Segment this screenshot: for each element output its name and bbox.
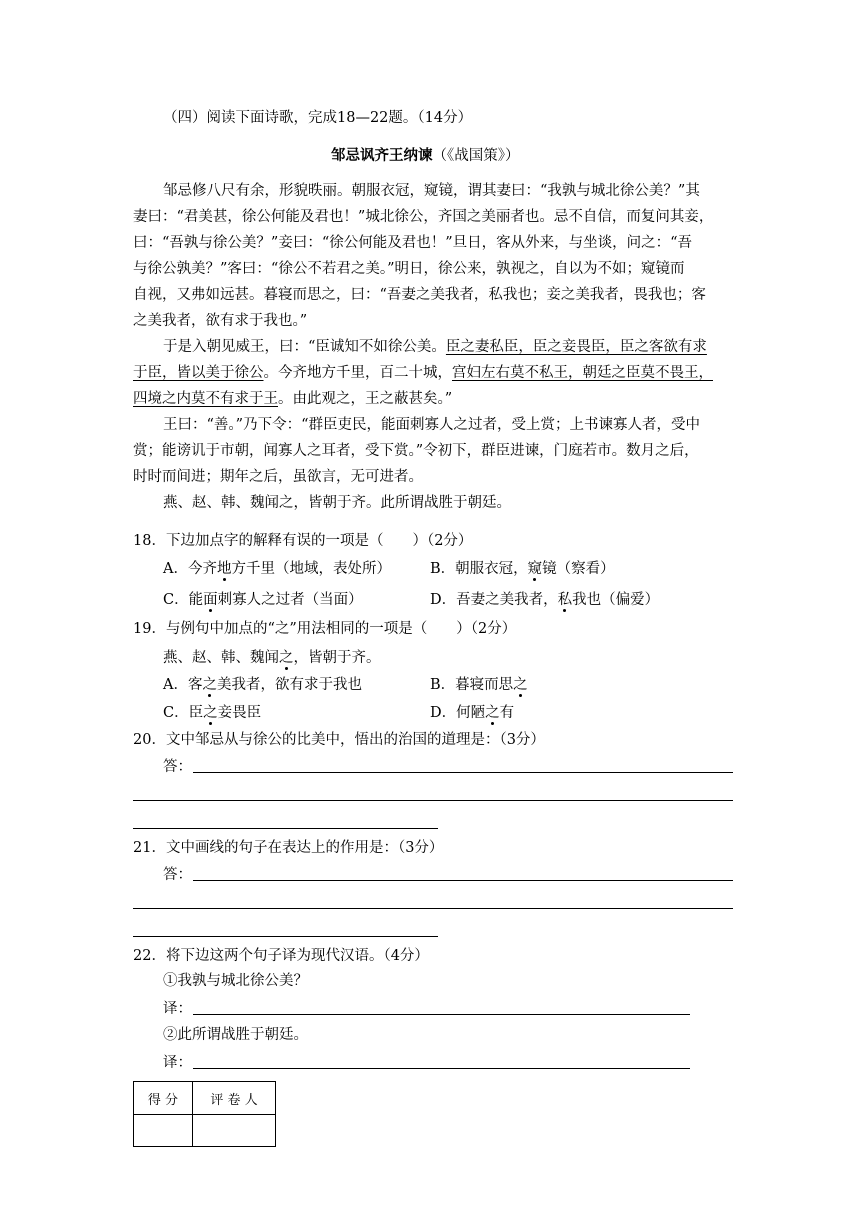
option-text: 我也（偏爱） (572, 592, 660, 608)
option-text: D．吾妻之美我者， (430, 592, 558, 608)
grader-cell[interactable] (193, 1115, 276, 1147)
option-text: B．朝服衣冠， (430, 561, 528, 577)
q21-answer-line[interactable] (193, 880, 733, 881)
q20-answer-label: 答： (163, 759, 192, 775)
passage-text: 于是入朝见威王，曰：“臣诚知不如徐公美。 (163, 339, 446, 355)
option-text: 刺寡人之过者（当面） (217, 592, 363, 608)
passage-line: 邹忌修八尺有余，形貌昳丽。朝服衣冠，窥镜，谓其妻曰：“我孰与城北徐公美？”其 (163, 183, 700, 199)
dotted-character: 面 (203, 592, 218, 608)
question-18-stem: 18．下边加点字的解释有误的一项是（ ）（2分） (133, 533, 473, 549)
q18-option-d (430, 591, 659, 609)
underlined-sentence: 四境之内莫不有求于王 (133, 391, 278, 407)
question-19-stem: 19．与例句中加点的“之”用法相同的一项是（ ）（2分） (133, 621, 517, 637)
option-text: A．今齐 (163, 561, 217, 577)
dotted-character: 之 (513, 677, 528, 693)
passage-line: 曰：“吾孰与徐公美？”妾曰：“徐公何能及君也！”旦日，客从外来，与坐谈，问之：“吾 (133, 235, 693, 251)
dotted-character: 之 (203, 705, 218, 721)
passage-title-line (331, 147, 520, 165)
score-cell[interactable] (134, 1115, 193, 1147)
q19-option-d (430, 704, 514, 722)
underlined-sentence: 宫妇左右莫不私王，朝廷之臣莫不畏王， (452, 365, 713, 381)
option-text: A．客 (163, 677, 203, 693)
passage-source: （《战国策》） (432, 148, 520, 164)
option-text: 方千里（地域，表处所） (231, 561, 391, 577)
passage-text: 。今齐地方千里，百二十城， (263, 365, 452, 381)
passage-line: 自视，又弗如远甚。暮寝而思之，曰：“吾妻之美我者，私我也；妾之美我者，畏我也；客 (133, 287, 706, 303)
example-text: ，皆朝于齐。 (293, 650, 381, 666)
q20-answer-line[interactable] (133, 828, 438, 829)
q19-option-c (163, 704, 261, 722)
passage-line: 时时而间进；期年之后，虽欲言，无可进者。 (133, 469, 423, 485)
q21-answer-line[interactable] (133, 936, 438, 937)
option-text: B．暮寝而思 (430, 677, 514, 693)
q22-translate-label: 译： (163, 1055, 192, 1071)
passage-line (133, 390, 452, 408)
option-text: D．何陋 (430, 705, 486, 721)
question-21-stem: 21．文中画线的句子在表达上的作用是：（3分） (133, 840, 444, 856)
q18-option-b (430, 560, 615, 578)
passage-line: 与徐公孰美？”客曰：“徐公不若君之美。”明日，徐公来，孰视之，自以为不如；窥镜而 (133, 261, 685, 277)
q22-translate-label: 译： (163, 1001, 192, 1017)
q21-answer-line[interactable] (133, 908, 733, 909)
option-text: 美我者，欲有求于我也 (216, 677, 362, 693)
q20-answer-line[interactable] (133, 800, 733, 801)
passage-line: 妻曰：“君美甚，徐公何能及君也！”城北徐公，齐国之美丽者也。忌不自信，而复问其妾， (133, 209, 714, 225)
passage-line: 燕、赵、韩、魏闻之，皆朝于齐。此所谓战胜于朝廷。 (163, 495, 511, 511)
q18-option-a (163, 560, 391, 578)
question-22-stem: 22．将下边这两个句子译为现代汉语。（4分） (133, 948, 429, 964)
q19-option-a (163, 676, 362, 694)
underlined-sentence: 臣之妻私臣，臣之妾畏臣，臣之客欲有求 (445, 339, 707, 355)
option-text: 镜（察看） (542, 561, 615, 577)
q22-translate-line[interactable] (193, 1068, 690, 1069)
passage-line (133, 364, 713, 382)
option-text: C．能 (163, 592, 204, 608)
passage-line: 赏；能谤讥于市朝，闻寡人之耳者，受下赏。”令初下，群臣进谏，门庭若市。数月之后， (133, 443, 699, 459)
dotted-character: 之 (279, 650, 294, 666)
q19-example (163, 649, 381, 667)
example-text: 燕、赵、韩、魏闻 (163, 650, 279, 666)
score-header: 得 分 (134, 1082, 193, 1115)
dotted-character: 之 (202, 677, 217, 693)
q22-translate-line[interactable] (193, 1014, 690, 1015)
grader-header: 评 卷 人 (193, 1082, 276, 1115)
passage-text: 。由此观之，王之蔽甚矣。” (278, 391, 453, 407)
dotted-character: 地 (216, 561, 232, 577)
passage-line (163, 338, 707, 356)
option-text: 妾畏臣 (217, 705, 262, 721)
q19-option-b (430, 676, 528, 694)
option-text: 有 (499, 705, 515, 721)
q18-option-c (163, 591, 363, 609)
dotted-character: 之 (485, 705, 500, 721)
dotted-character: 私 (557, 592, 573, 608)
q22-sentence-2: ②此所谓战胜于朝廷。 (163, 1027, 308, 1043)
dotted-character: 窥 (527, 561, 543, 577)
question-20-stem: 20．文中邹忌从与徐公的比美中，悟出的治国的道理是：（3分） (133, 732, 545, 748)
option-text: C．臣 (163, 705, 204, 721)
q20-answer-line[interactable] (193, 772, 733, 773)
passage-line: 之美我者，欲有求于我也。” (133, 313, 308, 329)
score-table (133, 1081, 276, 1147)
passage-title: 邹忌讽齐王纳谏 (331, 147, 433, 164)
section-heading: （四）阅读下面诗歌，完成18—22题。（14分） (163, 110, 473, 126)
underlined-sentence: 于臣，皆以美于徐公 (133, 365, 264, 381)
q21-answer-label: 答： (163, 867, 192, 883)
passage-line: 王曰：“善。”乃下令：“群臣吏民，能面刺寡人之过者，受上赏；上书谏寡人者，受中 (163, 417, 700, 433)
q22-sentence-1: ①我孰与城北徐公美？ (163, 973, 308, 989)
